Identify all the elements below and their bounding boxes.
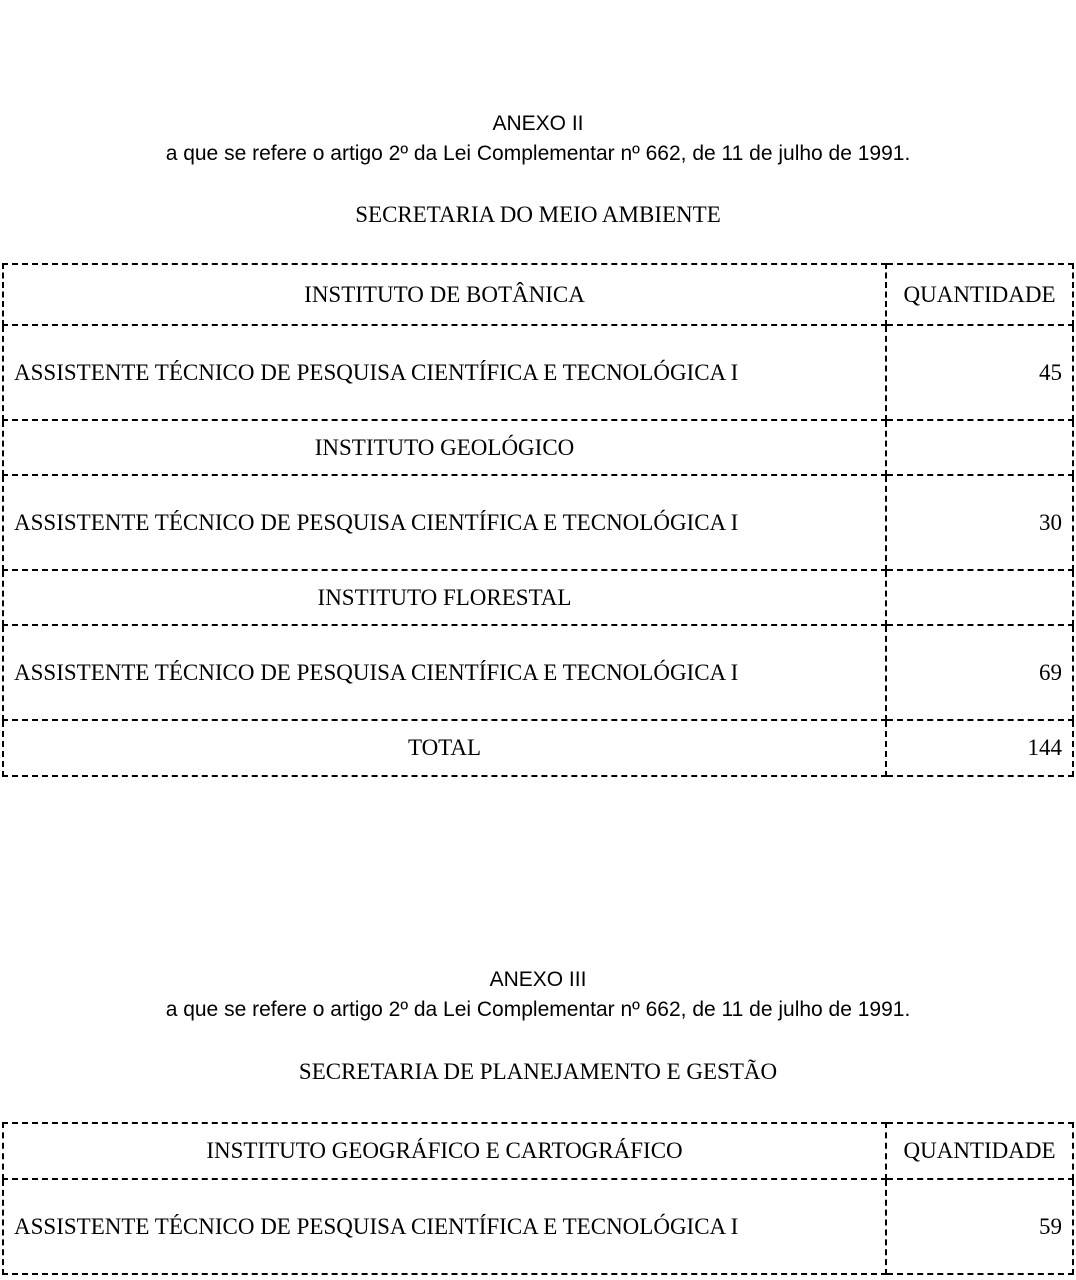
anexo-iii-title: ANEXO III: [489, 968, 587, 991]
institute-header-cell: INSTITUTO DE BOTÂNICA: [3, 264, 886, 325]
secretaria-meio-ambiente-heading: SECRETARIA DO MEIO AMBIENTE: [355, 202, 721, 227]
table-section-row: [3, 420, 1073, 475]
job-title-cell: ASSISTENTE TÉCNICO DE PESQUISA CIENTÍFICA E TECNOLÓGICA I: [3, 1179, 886, 1274]
anexo-ii-table: [2, 263, 1074, 777]
table-section-row: [3, 570, 1073, 625]
quantity-header-cell: QUANTIDADE: [886, 1123, 1073, 1179]
anexo-iii-table: [2, 1122, 1074, 1275]
table-header-row: [3, 264, 1073, 325]
institute-header-cell: INSTITUTO GEOLÓGICO: [3, 420, 886, 475]
table-header-row: [3, 1123, 1073, 1179]
anexo-ii-title: ANEXO II: [492, 112, 584, 135]
quantity-value-cell: 30: [886, 475, 1073, 570]
quantity-value-cell: 45: [886, 325, 1073, 420]
institute-header-cell: INSTITUTO FLORESTAL: [3, 570, 886, 625]
quantity-value-cell: 69: [886, 625, 1073, 720]
empty-quantity-cell: [886, 570, 1073, 625]
quantity-value-cell: 59: [886, 1179, 1073, 1274]
job-title-cell: ASSISTENTE TÉCNICO DE PESQUISA CIENTÍFICA E TECNOLÓGICA I: [3, 475, 886, 570]
table-row: [3, 1179, 1073, 1274]
table-row: [3, 625, 1073, 720]
job-title-cell: ASSISTENTE TÉCNICO DE PESQUISA CIENTÍFICA E TECNOLÓGICA I: [3, 325, 886, 420]
institute-header-cell: INSTITUTO GEOGRÁFICO E CARTOGRÁFICO: [3, 1123, 886, 1179]
table-row: [3, 475, 1073, 570]
total-value-cell: 144: [886, 720, 1073, 776]
quantity-header-cell: QUANTIDADE: [886, 264, 1073, 325]
anexo-ii-subtitle: a que se refere o artigo 2º da Lei Complementar nº 662, de 11 de julho de 1991.: [165, 142, 911, 165]
table-total-row: [3, 720, 1073, 776]
anexo-iii-subtitle: a que se refere o artigo 2º da Lei Complementar nº 662, de 11 de julho de 1991.: [165, 998, 911, 1021]
empty-quantity-cell: [886, 420, 1073, 475]
table-row: [3, 325, 1073, 420]
total-label-cell: TOTAL: [3, 720, 886, 776]
secretaria-planejamento-heading: SECRETARIA DE PLANEJAMENTO E GESTÃO: [298, 1059, 778, 1084]
job-title-cell: ASSISTENTE TÉCNICO DE PESQUISA CIENTÍFICA E TECNOLÓGICA I: [3, 625, 886, 720]
